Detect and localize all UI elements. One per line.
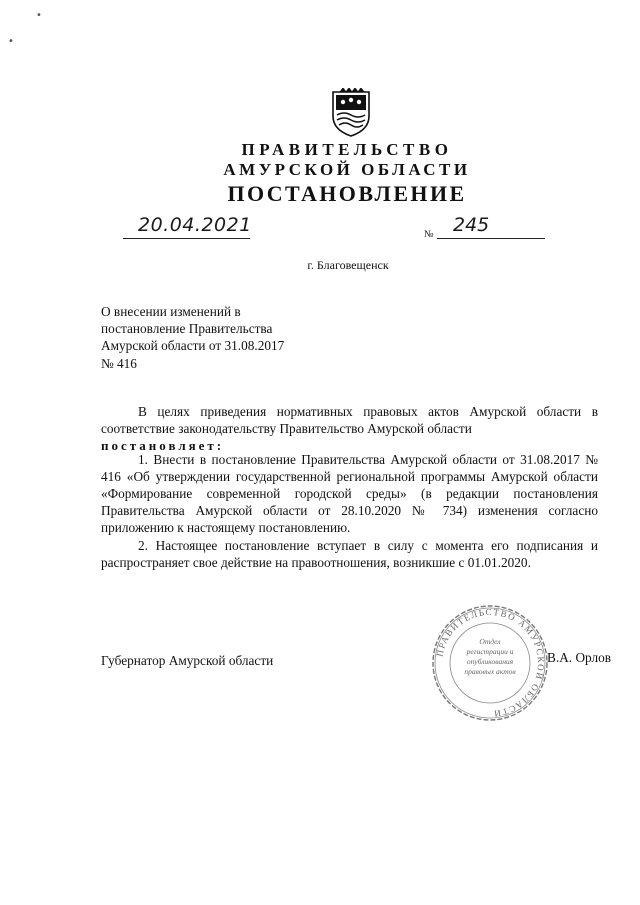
document-type: ПОСТАНОВЛЕНИЕ bbox=[227, 181, 467, 206]
resolve-word: постановляет: bbox=[101, 438, 225, 453]
margin-mark-top: • bbox=[36, 10, 42, 21]
number-sign: № bbox=[424, 229, 434, 240]
document-date: 20.04.2021 bbox=[138, 214, 252, 236]
item-2-paragraph: 2. Настоящее постановление вступает в силу с момента его подписания и распространяет свое действие на правоотношения, возникшие с 01.01.2020. bbox=[101, 538, 598, 570]
number-underline bbox=[437, 238, 545, 239]
subject-line: № 416 bbox=[101, 355, 137, 371]
stamp-outer-text: ПРАВИТЕЛЬСТВО АМУРСКОЙ ОБЛАСТИ bbox=[434, 606, 547, 720]
subject-line: Амурской области от 31.08.2017 bbox=[101, 338, 285, 354]
document-subject bbox=[101, 303, 331, 372]
org-name-line1: ПРАВИТЕЛЬСТВО bbox=[241, 140, 453, 159]
subject-line: постановление Правительства bbox=[101, 321, 273, 337]
intro-paragraph: В целях приведения нормативных правовых актов Амурской области в соответствие законодательству Правительство Амурской области bbox=[101, 404, 598, 436]
stamp-inner-text: Отдел регистрации и опубликования правовых актов bbox=[464, 637, 516, 676]
document-number: 245 bbox=[453, 214, 490, 236]
official-stamp bbox=[430, 603, 550, 723]
margin-mark-left: • bbox=[8, 36, 14, 47]
subject-line: О внесении изменений в bbox=[101, 304, 241, 319]
coat-of-arms-icon bbox=[330, 88, 372, 138]
org-name-line2: АМУРСКОЙ ОБЛАСТИ bbox=[223, 160, 471, 179]
item-1-paragraph: 1. Внести в постановление Правительства Амурской области от 31.08.2017 № 416 «Об утверждении государственной региональной программы Амурской области «Формирование современной городской среды» (в редакции постановления Правительства Амурской области от 28.10.2020 № 734) изменения согласно приложению к настоящему постановлению. bbox=[101, 452, 598, 535]
city: г. Благовещенск bbox=[307, 258, 389, 272]
signatory-title: Губернатор Амурской области bbox=[101, 653, 274, 668]
signatory-name: В.А. Орлов bbox=[547, 650, 612, 665]
date-underline bbox=[123, 238, 250, 239]
